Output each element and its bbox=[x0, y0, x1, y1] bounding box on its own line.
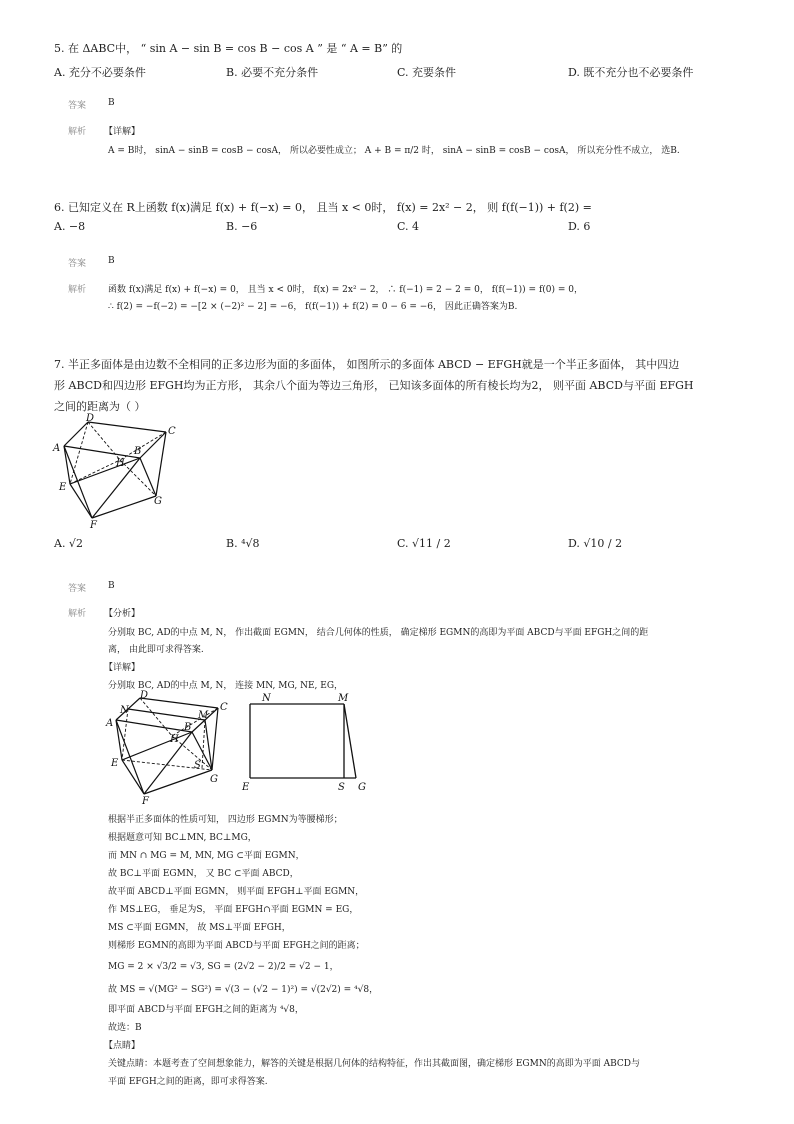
q7-detail-line: 故 MS = √(MG² − SG²) = √(3 − (√2 − 1)²) = √(2√2) = ⁴√8， bbox=[108, 985, 379, 995]
q7-detail-line0: 分别取 BC, AD的中点 M, N， 连接 MN, MG, NE, EG， bbox=[108, 681, 344, 691]
fig3-label: N bbox=[262, 693, 271, 704]
q6-analysis-line1: 函数 f(x)满足 f(x) + f(−x) = 0， 且当 x < 0时， f(x) = 2x² − 2， ∴ f(−1) = 2 − 2 = 0， f(f(−1)) = f(0) = 0， bbox=[108, 285, 584, 295]
q6-analysis-label: 解析 bbox=[68, 285, 87, 295]
q5-analysis-label: 解析 bbox=[68, 127, 87, 137]
fig2-label: N bbox=[120, 705, 129, 716]
fig2-label: S bbox=[194, 760, 201, 771]
fig1-label: F bbox=[90, 520, 97, 531]
q5-option-b: B. 必要不充分条件 bbox=[226, 66, 319, 79]
q7-option-b: B. ⁴√8 bbox=[226, 537, 260, 550]
fig2-label: A bbox=[106, 718, 114, 729]
fig3-label: S bbox=[338, 782, 345, 793]
polyhedron-section-figure bbox=[104, 690, 236, 808]
q5-detail: A = B时， sinA − sinB = cosB − cosA， 所以必要性成立； A + B = π/2 时， sinA − sinB = cosB − cosA， 所以充分性不成立， 选B. bbox=[108, 146, 680, 156]
fig2-label: E bbox=[111, 758, 119, 769]
q7-point-line2: 平面 EFGH之间的距离，即可求得答案. bbox=[108, 1077, 268, 1087]
q7-detail-line: 则梯形 EGMN的高即为平面 ABCD与平面 EFGH之间的距离； bbox=[108, 941, 365, 951]
q7-analysis-line1: 分别取 BC, AD的中点 M, N， 作出截面 EGMN， 结合几何体的性质， 确定梯形 EGMN的高即为平面 ABCD与平面 EFGH之间的距 bbox=[108, 628, 649, 638]
q7-answer: B bbox=[108, 581, 115, 591]
q6-stem: 6. 已知定义在 R上函数 f(x)满足 f(x) + f(−x) = 0， 且当 x < 0时， f(x) = 2x² − 2， 则 f(f(−1)) + f(2) = bbox=[54, 201, 592, 214]
q6-option-c: C. 4 bbox=[397, 220, 420, 233]
fig1-label: E bbox=[59, 482, 67, 493]
q5-option-a: A. 充分不必要条件 bbox=[54, 66, 146, 79]
fig2-label: H bbox=[170, 734, 179, 745]
fig1-label: G bbox=[154, 496, 162, 507]
q6-answer: B bbox=[108, 256, 115, 266]
fig3-label: G bbox=[358, 782, 366, 793]
q7-detail-head: 【详解】 bbox=[104, 663, 141, 673]
q7-detail-line: MG = 2 × √3/2 = √3, SG = (2√2 − 2)/2 = √2 − 1， bbox=[108, 962, 339, 972]
fig1-label: H bbox=[116, 458, 125, 469]
q7-detail-line: 而 MN ∩ MG = M, MN, MG ⊂平面 EGMN， bbox=[108, 851, 305, 861]
q7-analysis-label: 解析 bbox=[68, 609, 87, 619]
q5-answer-label: 答案 bbox=[68, 101, 87, 111]
fig3-label: M bbox=[338, 693, 349, 704]
polyhedron-figure bbox=[52, 412, 182, 532]
fig2-label: D bbox=[140, 690, 149, 701]
fig1-label: D bbox=[86, 413, 95, 424]
q7-analysis-head: 【分析】 bbox=[104, 609, 141, 619]
q7-point-line1: 关键点睛：本题考查了空间想象能力，解答的关键是根据几何体的结构特征，作出其截面图，确定梯形 EGMN的高即为平面 ABCD与 bbox=[108, 1059, 640, 1069]
fig2-label: M bbox=[198, 710, 209, 721]
q7-answer-label: 答案 bbox=[68, 584, 87, 594]
q7-stem-line2: 形 ABCD和四边形 EFGH均为正方形， 其余八个面为等边三角形， 已知该多面体的所有棱长均为2， 则平面 ABCD与平面 EFGH bbox=[54, 379, 694, 392]
q6-option-d: D. 6 bbox=[568, 220, 591, 233]
q5-option-d: D. 既不充分也不必要条件 bbox=[568, 66, 694, 79]
trapezoid-figure bbox=[238, 688, 378, 796]
fig3-label: E bbox=[242, 782, 250, 793]
q7-detail-line: 故平面 ABCD⊥平面 EGMN， 则平面 EFGH⊥平面 EGMN， bbox=[108, 887, 365, 897]
fig2-label: B bbox=[184, 722, 192, 733]
q5-option-c: C. 充要条件 bbox=[397, 66, 457, 79]
q7-detail-line: 作 MS⊥EG， 垂足为S， 平面 EFGH∩平面 EGMN = EG， bbox=[108, 905, 359, 915]
q7-stem-line3: 之间的距离为（ ） bbox=[54, 400, 146, 413]
q7-detail-line: 即平面 ABCD与平面 EFGH之间的距离为 ⁴√8， bbox=[108, 1005, 304, 1015]
fig2-label: F bbox=[142, 796, 149, 807]
q7-stem-line1: 7. 半正多面体是由边数不全相同的正多边形为面的多面体， 如图所示的多面体 ABCD − EFGH就是一个半正多面体， 其中四边 bbox=[54, 358, 680, 371]
q6-option-a: A. −8 bbox=[54, 220, 86, 233]
q5-stem: 5. 在 ΔABC中， “ sin A − sin B = cos B − cos A ” 是 “ A = B” 的 bbox=[54, 42, 403, 55]
q7-detail-line: 根据半正多面体的性质可知， 四边形 EGMN为等腰梯形； bbox=[108, 815, 343, 825]
fig1-label: A bbox=[53, 443, 61, 454]
q6-analysis-line2: ∴ f(2) = −f(−2) = −[2 × (−2)² − 2] = −6， f(f(−1)) + f(2) = 0 − 6 = −6， 因此正确答案为B. bbox=[108, 302, 518, 312]
q7-option-d: D. √10 / 2 bbox=[568, 537, 623, 550]
q7-detail-line: 故 BC⊥平面 EGMN， 又 BC ⊂平面 ABCD， bbox=[108, 869, 299, 879]
q7-option-a: A. √2 bbox=[54, 537, 83, 550]
q6-answer-label: 答案 bbox=[68, 259, 87, 269]
q5-detail-head: 【详解】 bbox=[104, 127, 141, 137]
q7-point-head: 【点睛】 bbox=[104, 1041, 141, 1051]
fig1-label: B bbox=[134, 446, 142, 457]
q6-option-b: B. −6 bbox=[226, 220, 258, 233]
q5-answer: B bbox=[108, 98, 115, 108]
fig2-label: C bbox=[220, 702, 228, 713]
q7-detail-line: 故选：B bbox=[108, 1023, 142, 1033]
q7-analysis-line2: 离， 由此即可求得答案. bbox=[108, 645, 204, 655]
q7-detail-line: 根据题意可知 BC⊥MN, BC⊥MG， bbox=[108, 833, 257, 843]
q7-detail-line: MS ⊂平面 EGMN， 故 MS⊥平面 EFGH， bbox=[108, 923, 291, 933]
q7-option-c: C. √11 / 2 bbox=[397, 537, 451, 550]
fig2-label: G bbox=[210, 774, 218, 785]
fig1-label: C bbox=[168, 426, 176, 437]
